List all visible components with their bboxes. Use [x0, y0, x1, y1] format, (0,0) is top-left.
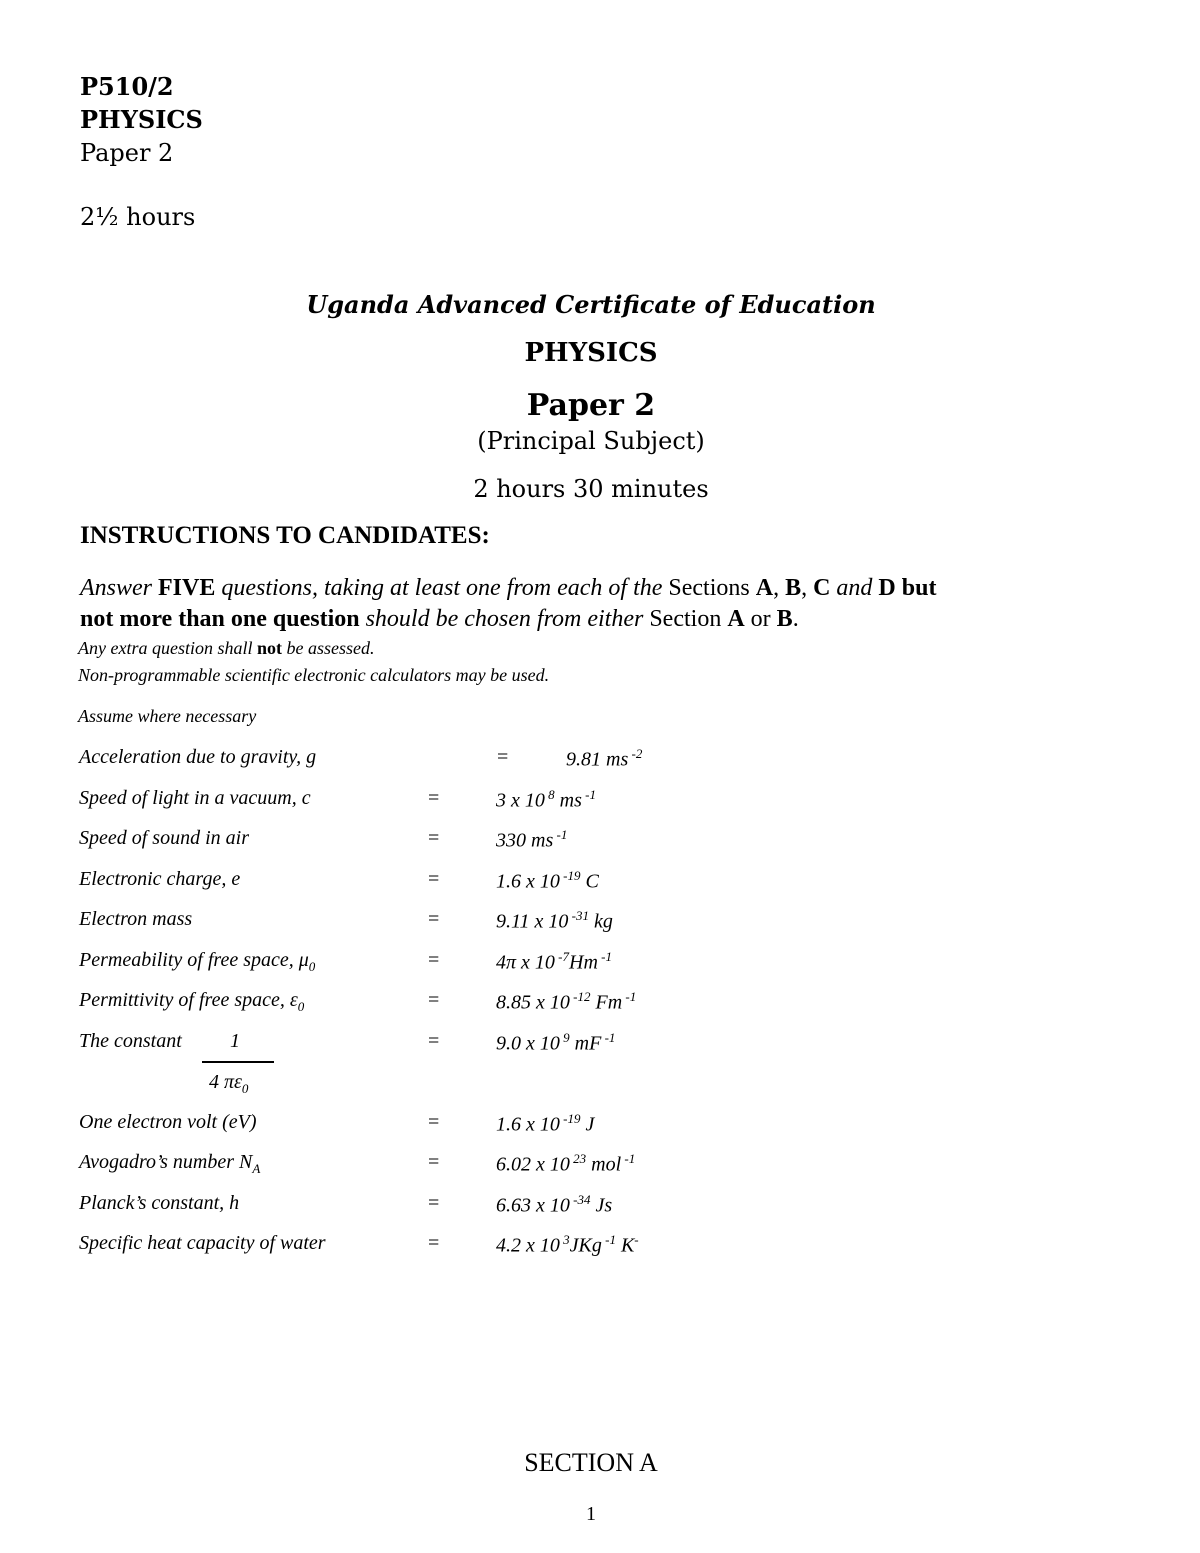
constant-label: The constant — [79, 1030, 182, 1052]
constant-label: Avogadro’s number $N_A$ — [79, 1151, 261, 1176]
fraction-numerator: 1 — [230, 1030, 240, 1052]
constant-label: Speed of sound in air — [79, 827, 249, 849]
instruction-line-2: not more than one question should be chosen from either Section A or B. — [80, 606, 799, 632]
equals-sign: = — [428, 1232, 440, 1254]
equals-sign: = — [428, 908, 440, 930]
constant-row — [0, 949, 900, 979]
equals-sign: = — [428, 1111, 440, 1133]
constant-label: Electronic charge, e — [79, 868, 241, 890]
exam-board-title: Uganda Advanced Certificate of Education — [306, 290, 876, 319]
constant-row — [0, 868, 900, 898]
constant-row — [0, 1030, 900, 1096]
paper-code: P510/2 — [80, 72, 174, 101]
constant-value: 6.63 x 10 $^{-34}$ Js — [496, 1192, 613, 1217]
instructions-heading: INSTRUCTIONS TO CANDIDATES: — [80, 522, 490, 549]
title-paper: Paper 2 — [526, 388, 656, 423]
title-subject: PHYSICS — [524, 338, 658, 368]
fraction-denominator: 4 $\pi\varepsilon_0$ — [209, 1071, 249, 1096]
constant-value: 4.2 x 10 $^3$JKg $^{-1}$ K- — [496, 1232, 639, 1257]
constant-label: Acceleration due to gravity, g — [79, 746, 317, 768]
constant-row — [0, 1111, 900, 1141]
equals-sign: = — [428, 827, 440, 849]
fraction-bar — [202, 1061, 274, 1063]
equals-sign: = — [428, 1151, 440, 1173]
constant-value: 1.6 x 10 $^{-19}$ C — [496, 868, 599, 893]
title-level: (Principal Subject) — [477, 427, 705, 455]
constant-value: 330 ms $^{-1}$ — [496, 827, 568, 852]
constant-label: Planck’s constant, h — [79, 1192, 240, 1214]
header-duration: 2½ hours — [80, 203, 196, 231]
header-paper: Paper 2 — [80, 139, 174, 167]
constant-label: Electron mass — [79, 908, 193, 930]
title-time: 2 hours 30 minutes — [473, 475, 709, 503]
section-heading: SECTION A — [524, 1448, 658, 1477]
instruction-calculators: Non-programmable scientific electronic calculators may be used. — [78, 665, 550, 685]
equals-sign: = — [428, 868, 440, 890]
constant-value: 4π x 10 $^{-7}$Hm $^{-1}$ — [496, 949, 612, 974]
equals-sign: = — [497, 746, 509, 768]
constant-label: Speed of light in a vacuum, c — [79, 787, 311, 809]
constant-row — [0, 1232, 900, 1262]
constant-value: 9.0 x 10 $^9$ mF $^{-1}$ — [496, 1030, 616, 1055]
header-subject: PHYSICS — [80, 105, 203, 134]
constant-row — [0, 908, 900, 938]
constant-row — [0, 827, 900, 857]
equals-sign: = — [428, 1030, 440, 1052]
page-number: 1 — [586, 1503, 596, 1525]
constant-value: 8.85 x 10 $^{-12}$ Fm $^{-1}$ — [496, 989, 637, 1014]
constant-value: 1.6 x 10 $^{-19}$ J — [496, 1111, 595, 1136]
constant-value: 3 x 10 $^8$ ms $^{-1}$ — [496, 787, 596, 812]
constant-label: Specific heat capacity of water — [79, 1232, 326, 1254]
constant-value: 9.81 ms $^{-2}$ — [566, 746, 643, 771]
constant-label: Permittivity of free space, $\varepsilon_0$ — [79, 989, 305, 1014]
constant-row — [0, 989, 900, 1019]
constant-row — [0, 746, 900, 776]
equals-sign: = — [428, 949, 440, 971]
constant-label: Permeability of free space, $\mu_0$ — [79, 949, 316, 974]
equals-sign: = — [428, 989, 440, 1011]
assume-heading: Assume where necessary — [78, 706, 257, 726]
equals-sign: = — [428, 1192, 440, 1214]
instruction-line-1: Answer FIVE questions, taking at least one from each of the Sections A, B, C and D but — [80, 575, 937, 601]
constant-value: 6.02 x 10 $^{23}$ mol $^{-1}$ — [496, 1151, 636, 1176]
constant-value: 9.11 x 10 $^{-31}$ kg — [496, 908, 613, 933]
equals-sign: = — [428, 787, 440, 809]
constant-row — [0, 787, 900, 817]
instruction-extra-question: Any extra question shall not be assessed. — [78, 638, 375, 658]
constant-label: One electron volt (eV) — [79, 1111, 257, 1133]
constant-row — [0, 1192, 900, 1222]
constant-row — [0, 1151, 900, 1181]
